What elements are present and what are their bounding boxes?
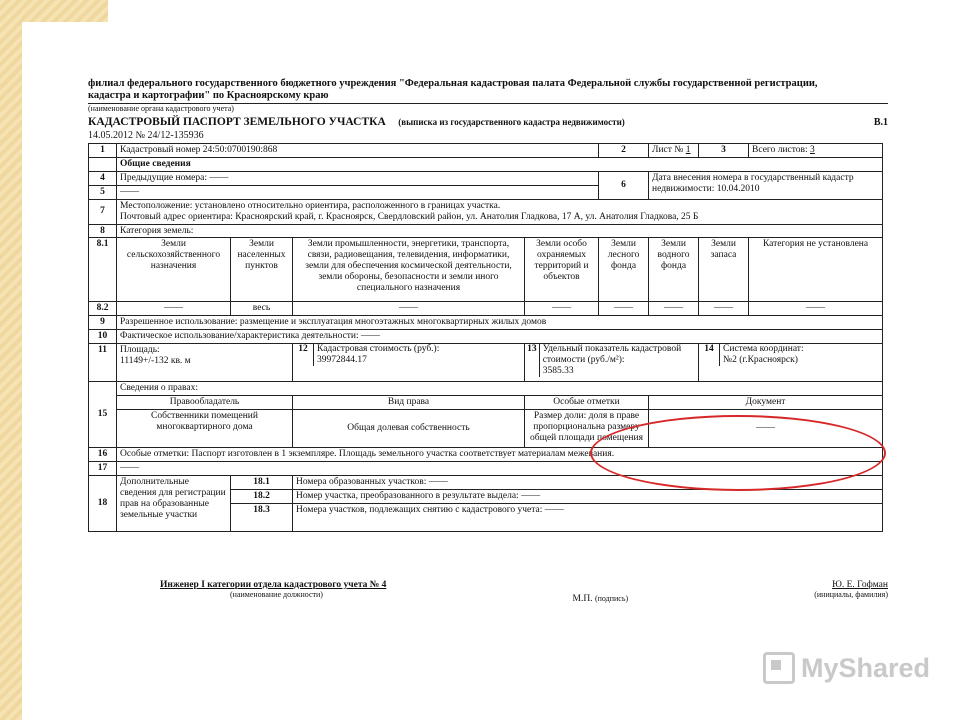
postal-address: Почтовый адрес ориентира: Красноярский край, г. Красноярск, Свердловский район, ул. Анатолия Гладкова, 17 А, ул. Анатолия Гладкова, 25 Б <box>120 211 699 222</box>
cadastral-number: 24:50:0700190:868 <box>202 145 278 156</box>
row-8-1: 8.1 Земли сельскохозяйственного назначения Земли населенных пунктов Земли промышленности, энергетики, транспорта, связи, радиовещания, телевидения, информатики, земли для обеспечения космической деятельности, земли обороны, безопасности и земли иного специального назначения Земли особо охраняемых территорий и объектов Земли лесного фонда Земли водного фонда Земли запаса Категория не установлена <box>89 238 883 302</box>
row-1: 1 Кадастровый номер 24:50:0700190:868 2 Лист № 1 3 Всего листов: 3 <box>89 144 883 158</box>
stamp-label: М.П. <box>572 594 593 604</box>
row-17: 17 —— <box>89 462 883 476</box>
official-name: Ю. Е. Гофман <box>832 580 888 590</box>
row-15-label: 15 Сведения о правах: <box>89 382 883 396</box>
row-18-1: 18 Дополнительные сведения для регистрации прав на образованные земельные участки 18.1 Номера образованных участков: —— <box>89 475 883 489</box>
cadastral-value: 39972844.17 <box>317 355 367 366</box>
official-position: Инженер I категории отдела кадастрового учета № 4 <box>160 580 387 590</box>
signature-block: Инженер I категории отдела кадастрового учета № 4 (наименование должности) М.П. (подпись) Ю. Е. Гофман (инициалы, фамилия) <box>160 580 888 604</box>
row-18-2: 18.2 Номер участка, преобразованного в результате выдела: —— <box>89 489 883 503</box>
doc-date-number: 14.05.2012 № 24/12-135936 <box>88 129 204 141</box>
row-18-3: 18.3 Номера участков, подлежащих снятию с кадастрового учета: —— <box>89 503 883 531</box>
row-10: 10 Фактическое использование/характеристика деятельности: —— <box>89 330 883 344</box>
decorative-stripe <box>0 0 22 720</box>
row-7: 7 Местоположение: установлено относительно ориентира, расположенного в границах участка. Почтовый адрес ориентира: Красноярский край, г. Красноярск, Свердловский район, ул. Анатолия Гладкова, 17 А, ул. Анатолия Гладкова, 25 Б <box>89 199 883 224</box>
row-11: 11 Площадь: 11149+/-132 кв. м 12 Кадастровая стоимость (руб.): 39972844.17 13 Удельный показатель кадастровой стоимости (руб./м²): 3585.33 14 Система координат: №2 (г.Красноярск) <box>89 344 883 382</box>
org-name: филиал федерального государственного бюджетного учреждения "Федеральная кадастровая палата Федеральной службы государственной регистрации, кадастра и картографии" по Красноярскому краю <box>88 78 888 104</box>
title-row <box>88 116 888 129</box>
row-16: 16 Особые отметки: Паспорт изготовлен в 1 экземпляре. Площадь земельного участка соответствует материалам межевания. <box>89 448 883 462</box>
page-title: КАДАСТРОВЫЙ ПАСПОРТ ЗЕМЕЛЬНОГО УЧАСТКА <box>88 116 386 129</box>
row-9: 9 Разрешенное использование: размещение и эксплуатация многоэтажных многоквартирных жилых домов <box>89 316 883 330</box>
rights-header: Правообладатель Вид права Особые отметки Документ <box>89 396 883 410</box>
form-code: В.1 <box>873 117 888 129</box>
presentation-icon <box>763 652 795 684</box>
page-subtitle: (выписка из государственного кадастра недвижимости) <box>398 117 625 128</box>
rights-row: Собственники помещений многоквартирного дома Общая долевая собственность Размер доли: доля в праве пропорциональна размеру общей площади помещения —— <box>89 410 883 448</box>
land-category-value: весь <box>231 302 293 316</box>
row-general: Общие сведения <box>89 157 883 171</box>
org-caption: (наименование органа кадастрового учета) <box>88 104 234 114</box>
red-annotation-ellipse <box>590 415 886 491</box>
row-8: 8 Категория земель: <box>89 224 883 238</box>
row-4: 4 Предыдущие номера: —— 6 Дата внесения номера в государственный кадастр недвижимости: 10.04.2010 <box>89 171 883 185</box>
row-5: 5 —— <box>89 185 883 199</box>
row-8-2: 8.2 —— весь —— —— —— —— —— —— <box>89 302 883 316</box>
area-value: 11149+/-132 кв. м <box>120 356 191 367</box>
watermark-logo: MyShared <box>763 652 930 684</box>
decorative-stripe-top <box>22 0 108 22</box>
